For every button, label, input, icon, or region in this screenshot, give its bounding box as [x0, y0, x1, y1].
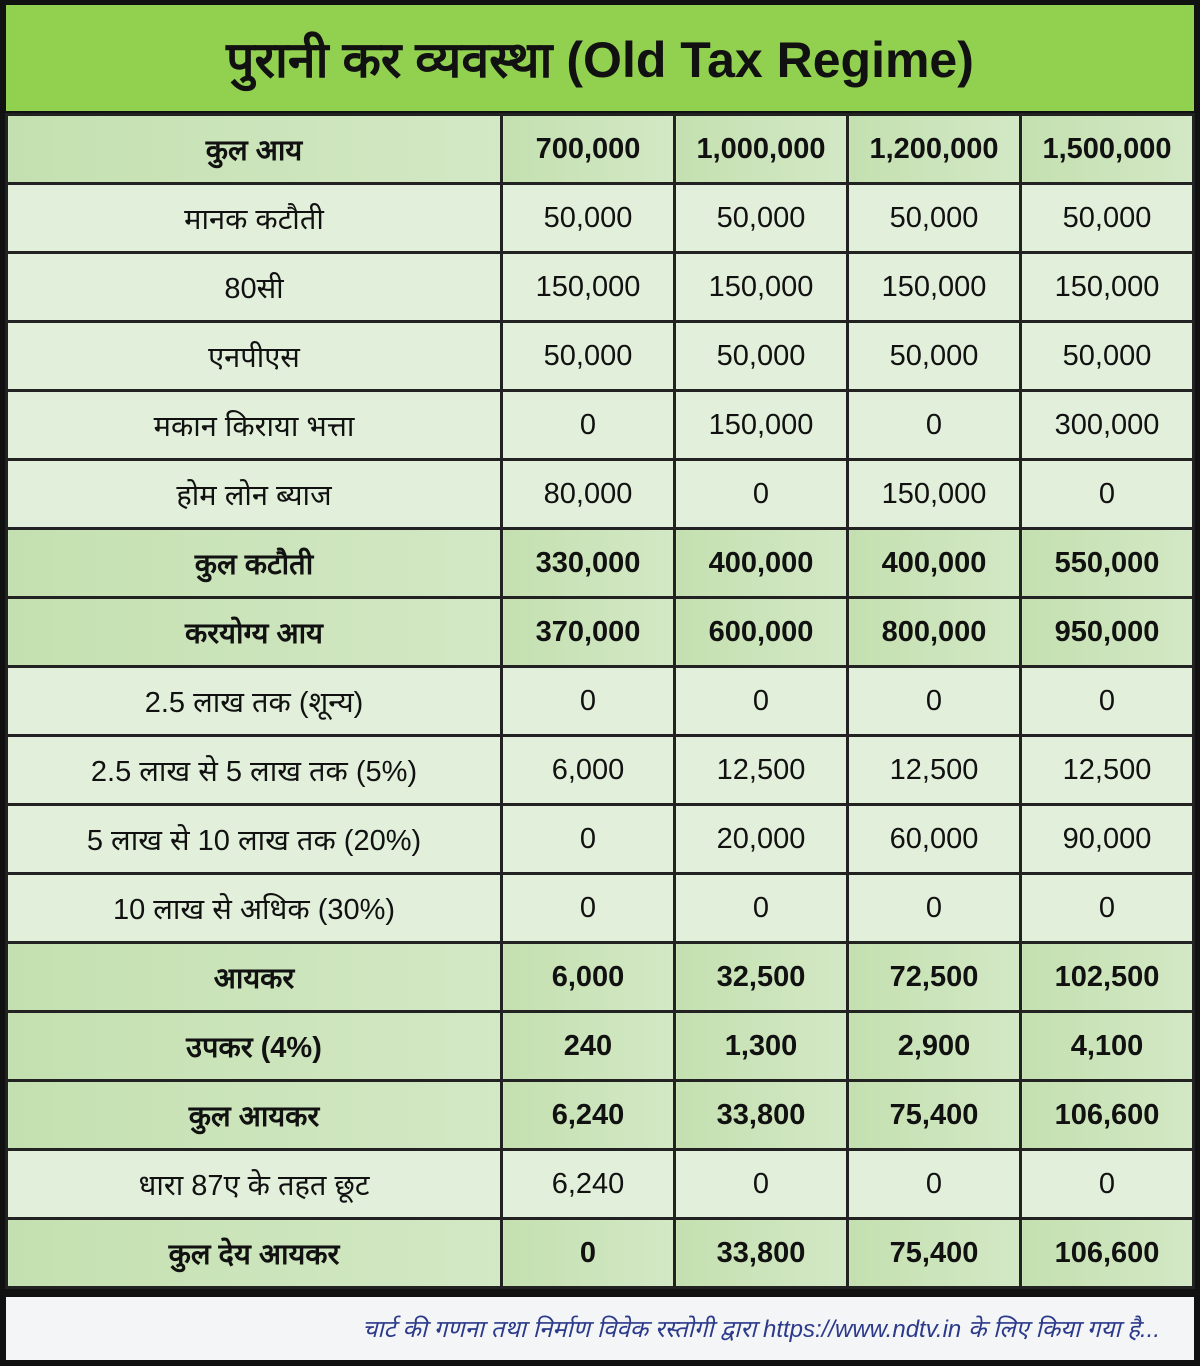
- table-cell: 50,000: [848, 184, 1021, 253]
- table-row: [7, 529, 1194, 598]
- table-cell: 0: [675, 460, 848, 529]
- table-cell: 1,500,000: [1021, 115, 1194, 184]
- row-label: 10 लाख से अधिक (30%): [7, 874, 502, 943]
- table-cell: 0: [1021, 1150, 1194, 1219]
- row-label: 2.5 लाख तक (शून्य): [7, 667, 502, 736]
- table-row: [7, 1081, 1194, 1150]
- row-label: उपकर (4%): [7, 1012, 502, 1081]
- row-label: होम लोन ब्याज: [7, 460, 502, 529]
- table-cell: 2,900: [848, 1012, 1021, 1081]
- table-cell: 6,000: [502, 943, 675, 1012]
- row-label: 5 लाख से 10 लाख तक (20%): [7, 805, 502, 874]
- table-cell: 50,000: [1021, 184, 1194, 253]
- table-cell: 0: [675, 1150, 848, 1219]
- table-cell: 75,400: [848, 1219, 1021, 1288]
- table-cell: 20,000: [675, 805, 848, 874]
- row-label: करयोग्य आय: [7, 598, 502, 667]
- table-cell: 0: [675, 667, 848, 736]
- table-row: [7, 322, 1194, 391]
- table-cell: 0: [848, 667, 1021, 736]
- table-row: [7, 805, 1194, 874]
- table-cell: 950,000: [1021, 598, 1194, 667]
- table-cell: 1,200,000: [848, 115, 1021, 184]
- table-cell: 33,800: [675, 1219, 848, 1288]
- row-label: आयकर: [7, 943, 502, 1012]
- table-cell: 12,500: [675, 736, 848, 805]
- table-cell: 150,000: [1021, 253, 1194, 322]
- table-cell: 0: [1021, 460, 1194, 529]
- tax-table: [5, 113, 1195, 1289]
- row-label: मकान किराया भत्ता: [7, 391, 502, 460]
- table-cell: 240: [502, 1012, 675, 1081]
- table-cell: 12,500: [1021, 736, 1194, 805]
- row-label: धारा 87ए के तहत छूट: [7, 1150, 502, 1219]
- table-cell: 50,000: [675, 322, 848, 391]
- table-row: [7, 391, 1194, 460]
- table-cell: 700,000: [502, 115, 675, 184]
- table-row: [7, 184, 1194, 253]
- table-cell: 102,500: [1021, 943, 1194, 1012]
- table-cell: 0: [502, 805, 675, 874]
- table-cell: 330,000: [502, 529, 675, 598]
- table-row: [7, 943, 1194, 1012]
- table-cell: 400,000: [675, 529, 848, 598]
- table-cell: 1,000,000: [675, 115, 848, 184]
- table-row: [7, 667, 1194, 736]
- row-label: कुल कटौती: [7, 529, 502, 598]
- table-cell: 50,000: [848, 322, 1021, 391]
- table-cell: 50,000: [502, 322, 675, 391]
- table-row: [7, 874, 1194, 943]
- table-cell: 150,000: [502, 253, 675, 322]
- table-cell: 12,500: [848, 736, 1021, 805]
- table-cell: 150,000: [848, 253, 1021, 322]
- table-row: [7, 460, 1194, 529]
- table-cell: 150,000: [848, 460, 1021, 529]
- row-label: 80सी: [7, 253, 502, 322]
- table-cell: 370,000: [502, 598, 675, 667]
- table-row: [7, 1150, 1194, 1219]
- table-cell: 80,000: [502, 460, 675, 529]
- table-cell: 400,000: [848, 529, 1021, 598]
- row-label: कुल देय आयकर: [7, 1219, 502, 1288]
- row-label: कुल आय: [7, 115, 502, 184]
- table-cell: 6,240: [502, 1150, 675, 1219]
- table-cell: 1,300: [675, 1012, 848, 1081]
- table-cell: 6,240: [502, 1081, 675, 1150]
- table-cell: 72,500: [848, 943, 1021, 1012]
- row-label: 2.5 लाख से 5 लाख तक (5%): [7, 736, 502, 805]
- row-label: कुल आयकर: [7, 1081, 502, 1150]
- table-cell: 0: [848, 391, 1021, 460]
- table-cell: 75,400: [848, 1081, 1021, 1150]
- page-title: पुरानी कर व्यवस्था (Old Tax Regime): [6, 5, 1194, 111]
- table-row: [7, 1012, 1194, 1081]
- table-cell: 0: [502, 874, 675, 943]
- table-cell: 50,000: [1021, 322, 1194, 391]
- table-cell: 60,000: [848, 805, 1021, 874]
- table-row: [7, 253, 1194, 322]
- table-cell: 6,000: [502, 736, 675, 805]
- table-row: [7, 1219, 1194, 1288]
- table-row: [7, 115, 1194, 184]
- row-label: एनपीएस: [7, 322, 502, 391]
- table-cell: 0: [1021, 667, 1194, 736]
- table-cell: 50,000: [675, 184, 848, 253]
- table-cell: 300,000: [1021, 391, 1194, 460]
- table-cell: 150,000: [675, 253, 848, 322]
- table-cell: 4,100: [1021, 1012, 1194, 1081]
- table-cell: 0: [848, 874, 1021, 943]
- table-cell: 550,000: [1021, 529, 1194, 598]
- table-cell: 0: [502, 1219, 675, 1288]
- table-cell: 33,800: [675, 1081, 848, 1150]
- table-cell: 0: [502, 391, 675, 460]
- table-row: [7, 598, 1194, 667]
- table-cell: 0: [675, 874, 848, 943]
- table-cell: 150,000: [675, 391, 848, 460]
- table-cell: 106,600: [1021, 1219, 1194, 1288]
- table-cell: 106,600: [1021, 1081, 1194, 1150]
- footer-credit: चार्ट की गणना तथा निर्माण विवेक रस्तोगी द्वारा https://www.ndtv.in के लिए किया गया है...: [6, 1297, 1194, 1360]
- row-label: मानक कटौती: [7, 184, 502, 253]
- table-cell: 32,500: [675, 943, 848, 1012]
- table-cell: 0: [502, 667, 675, 736]
- table-cell: 0: [1021, 874, 1194, 943]
- table-cell: 800,000: [848, 598, 1021, 667]
- table-cell: 600,000: [675, 598, 848, 667]
- table-cell: 90,000: [1021, 805, 1194, 874]
- table-row: [7, 736, 1194, 805]
- table-cell: 50,000: [502, 184, 675, 253]
- table-cell: 0: [848, 1150, 1021, 1219]
